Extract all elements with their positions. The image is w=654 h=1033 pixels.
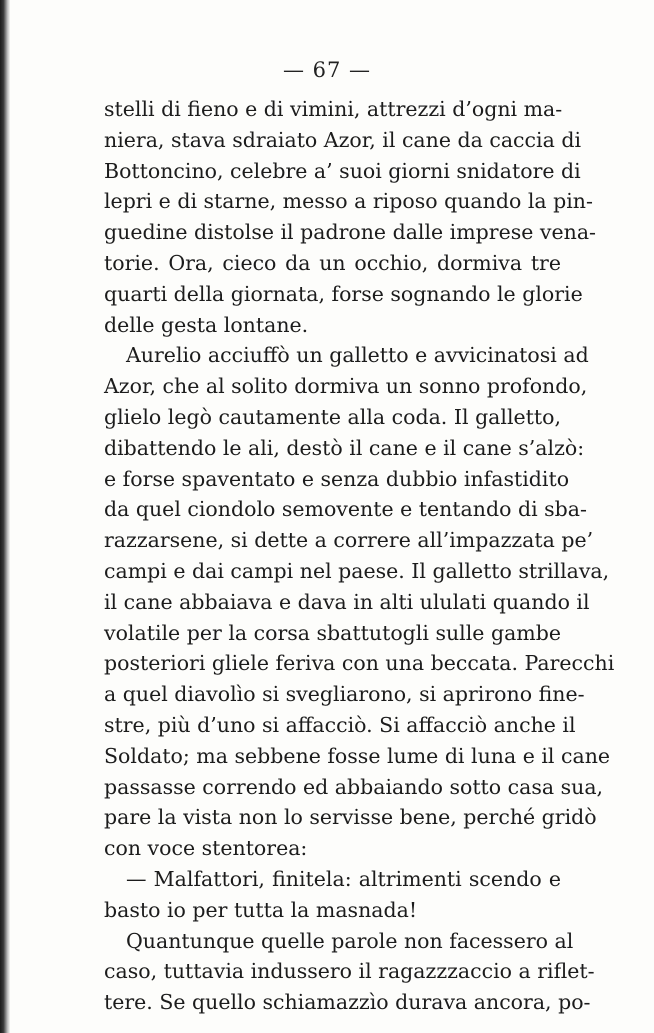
text-line: Bottoncino, celebre a’ suoi giorni snidatore di [104, 158, 581, 183]
text-line: quarti della giornata, forse sognando le glorie [104, 281, 583, 306]
text-line: — Malfattori, finitela: altrimenti scendo e [126, 866, 561, 891]
text-line: basto io per tutta la masnada! [104, 897, 418, 922]
text-line: Azor, che al solito dormiva un sonno profondo, [104, 374, 588, 399]
text-line: il cane abbaiava e dava in alti ululati quando il [104, 589, 590, 614]
text-line: passasse correndo ed abbaiando sotto casa sua, [104, 774, 604, 799]
text-line: niera, stava sdraiato Azor, il cane da caccia di [104, 127, 581, 152]
text-line: stre, più d’uno si affacciò. Si affacciò anche il [104, 712, 576, 737]
text-line: glielo legò cautamente alla coda. Il galletto, [104, 404, 561, 429]
text-line: Aurelio acciuffò un galletto e avvicinatosi ad [126, 343, 589, 368]
text-line: razzarsene, si dette a correre all’impazzata pe’ [104, 528, 594, 553]
text-line: caso, tuttavia indussero il ragazzzaccio a riflet- [104, 959, 595, 984]
binding-edge [0, 0, 10, 1033]
text-line: pare la vista non lo servisse bene, perché gridò [104, 805, 597, 830]
text-line: lepri e di starne, messo a riposo quando la pin- [104, 189, 593, 214]
text-line: a quel diavolìo si svegliarono, si aprirono fine- [104, 682, 585, 707]
text-line: Soldato; ma sebbene fosse lume di luna e il cane [104, 743, 611, 768]
text-line: tere. Se quello schiamazzìo durava ancora, po- [104, 990, 591, 1015]
text-line: Quantunque quelle parole non facessero al [126, 928, 574, 953]
text-line: posteriori gliele feriva con una beccata. Parecchi [104, 651, 615, 676]
body-text [104, 94, 615, 1018]
text-line: guedine distolse il padrone dalle imprese vena- [104, 220, 596, 245]
text-line: e forse spaventato e senza dubbio infastidito [104, 466, 570, 491]
text-line: con voce stentorea: [104, 836, 308, 861]
text-line: delle gesta lontane. [104, 312, 309, 337]
text-line: stelli di fieno e di vimini, attrezzi d’ogni ma- [104, 97, 563, 121]
text-line: torie. Ora, cieco da un occhio, dormiva tre [104, 250, 561, 275]
text-line: da quel ciondolo semovente e tentando di sba- [104, 497, 587, 522]
text-line: volatile per la corsa sbattutogli sulle gambe [104, 620, 561, 645]
page-number: — 67 — [282, 58, 372, 82]
text-line: campi e dai campi nel paese. Il galletto strillava, [104, 558, 610, 583]
text-line: dibattendo le ali, destò il cane e il cane s’alzò: [104, 435, 585, 460]
